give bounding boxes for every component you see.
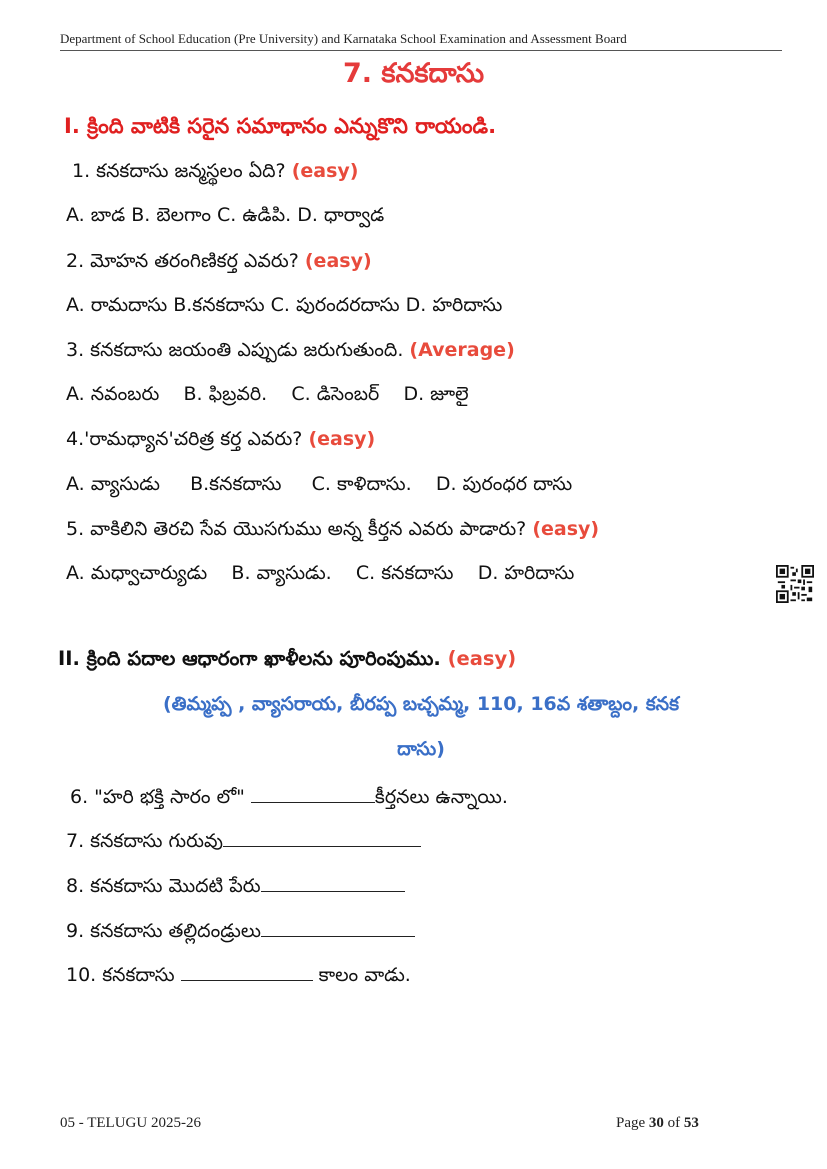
answer-blank[interactable] bbox=[223, 828, 421, 847]
option-d: D. పురంధర దాసు bbox=[435, 473, 573, 495]
fill-text: 8. కనకదాసు మొదటి పేరు bbox=[66, 875, 261, 897]
question-1-options bbox=[66, 204, 384, 231]
qr-code-icon bbox=[776, 565, 814, 603]
fill-text: 6. "హరి భక్తి సారం లో" bbox=[70, 786, 251, 808]
option-d: D. హరిదాసు bbox=[405, 294, 503, 316]
option-c: C. కనకదాసు bbox=[355, 562, 454, 584]
answer-blank[interactable] bbox=[181, 962, 313, 981]
question-text: 3. కనకదాసు జయంతి ఎప్పుడు జరుగుతుంది. bbox=[66, 339, 404, 361]
option-b: B.కనకదాసు bbox=[173, 294, 265, 316]
option-a: A. బాడ bbox=[66, 204, 126, 226]
question-2 bbox=[66, 250, 372, 277]
difficulty-tag: (easy) bbox=[447, 647, 517, 670]
footer-left: 05 - TELUGU 2025-26 bbox=[60, 1115, 201, 1131]
fill-item-6 bbox=[70, 784, 508, 813]
page-label: Page bbox=[616, 1115, 646, 1131]
word-bank-line-2: దాసు) bbox=[397, 738, 445, 760]
fill-item-8 bbox=[66, 873, 405, 902]
fill-text-after: కీర్తనలు ఉన్నాయి. bbox=[374, 786, 508, 808]
option-c: C. డిసెంబర్ bbox=[291, 383, 380, 405]
question-2-options bbox=[66, 294, 502, 321]
question-5-options bbox=[66, 562, 574, 589]
option-a: A. వ్యాసుడు bbox=[66, 473, 160, 495]
option-c: C. పురందరదాసు bbox=[270, 294, 400, 316]
difficulty-tag: (easy) bbox=[304, 250, 372, 272]
option-b: B. ఫిబ్రవరి. bbox=[183, 383, 268, 405]
difficulty-tag: (easy) bbox=[532, 518, 600, 540]
difficulty-tag: (easy) bbox=[291, 160, 359, 182]
question-3 bbox=[66, 339, 515, 366]
option-a: A. నవంబరు bbox=[66, 383, 160, 405]
question-text: 5. వాకిలిని తెరచి సేవ యొసగుము అన్న కీర్తన ఎవరు పాడారు? bbox=[66, 518, 527, 540]
section2-heading bbox=[58, 647, 516, 675]
page-current: 30 bbox=[648, 1115, 664, 1131]
option-d: D. జూలై bbox=[403, 383, 469, 405]
option-a: A. రామదాసు bbox=[66, 294, 168, 316]
question-text: 2. మోహన తరంగిణికర్త ఎవరు? bbox=[66, 250, 299, 272]
difficulty-tag: (Average) bbox=[409, 339, 515, 361]
option-d: D. హరిదాసు bbox=[477, 562, 575, 584]
page-of-label: of bbox=[667, 1115, 681, 1131]
fill-text: 7. కనకదాసు గురువు bbox=[66, 830, 223, 852]
fill-item-9 bbox=[66, 918, 415, 947]
answer-blank[interactable] bbox=[261, 918, 415, 937]
fill-text: 9. కనకదాసు తల్లిదండ్రులు bbox=[66, 920, 261, 942]
section1-heading: I. క్రింది వాటికి సరైన సమాధానం ఎన్నుకొని రాయండి. bbox=[64, 114, 497, 138]
option-a: A. మధ్వాచార్యుడు bbox=[66, 562, 208, 584]
fill-text-after: కాలం వాడు. bbox=[312, 964, 411, 986]
option-b: B. వ్యాసుడు. bbox=[231, 562, 332, 584]
option-c: C. కాళిదాసు. bbox=[311, 473, 412, 495]
difficulty-tag: (easy) bbox=[308, 428, 376, 450]
word-bank bbox=[60, 682, 782, 772]
answer-blank[interactable] bbox=[251, 784, 375, 803]
option-d: D. ధార్వాడ bbox=[297, 204, 385, 226]
section2-heading-text: II. క్రింది పదాల ఆధారంగా ఖాళీలను పూరింపుము. bbox=[58, 647, 441, 670]
option-b: B. బెలగాం bbox=[131, 204, 211, 226]
question-3-options bbox=[66, 383, 469, 410]
page-total: 53 bbox=[683, 1115, 699, 1131]
option-b: B.కనకదాసు bbox=[190, 473, 282, 495]
question-text: 4.'రామధ్యాన'చరిత్ర కర్త ఎవరు? bbox=[66, 428, 303, 450]
fill-item-10 bbox=[66, 962, 411, 991]
question-4-options bbox=[66, 473, 572, 500]
question-1 bbox=[72, 160, 358, 187]
page-header: Department of School Education (Pre University) and Karnataka School Examination and Assessment Board bbox=[60, 31, 782, 51]
page-number bbox=[616, 1115, 699, 1132]
question-5 bbox=[66, 518, 599, 545]
option-c: C. ఉడిపి. bbox=[217, 204, 292, 226]
answer-blank[interactable] bbox=[261, 873, 405, 892]
word-bank-line-1: (తిమ్మప్ప , వ్యాసరాయ, బీరప్ప బచ్చమ్మ, 110, 16వ శతాబ్దం, కనక bbox=[162, 693, 679, 715]
fill-item-7 bbox=[66, 828, 421, 857]
question-text: 1. కనకదాసు జన్మస్థలం ఏది? bbox=[72, 160, 286, 182]
fill-text: 10. కనకదాసు bbox=[66, 964, 181, 986]
chapter-title: 7. కనకదాసు bbox=[342, 58, 485, 89]
question-4 bbox=[66, 428, 375, 455]
